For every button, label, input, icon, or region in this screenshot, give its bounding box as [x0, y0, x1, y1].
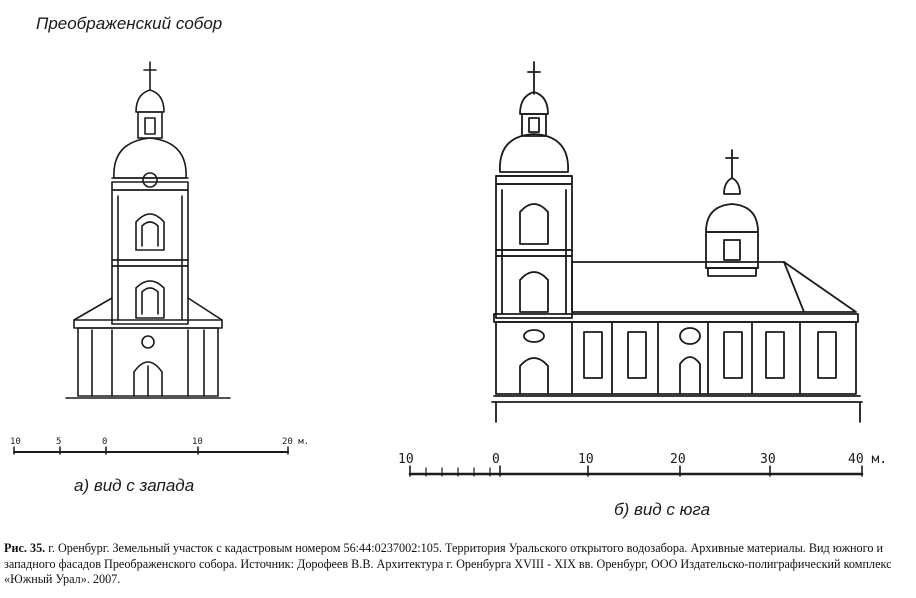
drawing-title: Преображенский собор: [36, 14, 223, 33]
west-view-caption: а) вид с запада: [74, 476, 195, 495]
scale-label: 0: [102, 437, 108, 447]
south-scale-bar: [398, 452, 887, 476]
figure-caption-text: г. Оренбург. Земельный участок с кадастровым номером 56:44:0237002:105. Территория Уральского открытого водозабора. Архивные материалы. Вид южного и западного фасадов Преображенского собора. Источник: Дорофеев В.В. Архитектура г. Оренбурга XVIII - XIX вв. Оренбург, ООО Издательско-полиграфический комплекс «Южный Урал». 2007.: [4, 541, 892, 586]
scale-label: 20: [670, 452, 686, 467]
scale-label: 0: [492, 452, 500, 467]
scale-label: 10: [192, 437, 203, 447]
figure-label: Рис. 35.: [4, 541, 46, 555]
scale-label: 10: [578, 452, 594, 467]
figure-caption: [4, 541, 910, 588]
scale-label: 10: [398, 452, 414, 467]
scale-label: 40 м.: [848, 452, 888, 467]
scale-label: 20 м.: [282, 437, 310, 447]
scale-label: 10: [10, 437, 21, 447]
west-facade-drawing: [66, 62, 230, 398]
west-scale-bar: [10, 437, 309, 454]
scale-label: 5: [56, 437, 62, 447]
south-facade-drawing: [492, 62, 862, 422]
south-view-caption: б) вид с юга: [614, 500, 711, 519]
scale-label: 30: [760, 452, 776, 467]
